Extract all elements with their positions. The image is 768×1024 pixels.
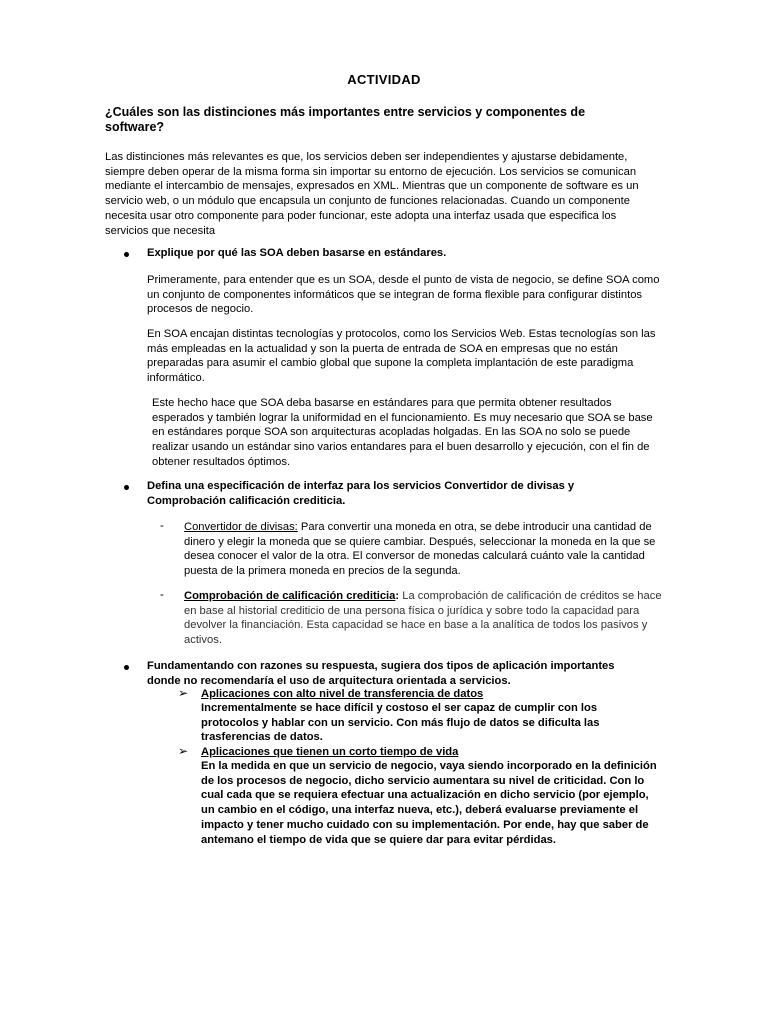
bullet1-heading: Explique por qué las SOA deben basarse en estándares. [147,247,447,259]
credit-check-colon: : [395,590,400,602]
credit-check-text: La comprobación de calificación de créditos se hace en base al historial crediticio de una persona física o jurídica y sobre todo la capacidad para devolver la financiación. Esta capacidad se hace en base a la analítica de todos los pasivos y activos. [184,590,662,647]
credit-check-label: Comprobación de calificación crediticia [184,590,396,602]
bullet1-paragraph-3: Este hecho hace que SOA deba basarse en estándares para que permita obtener resultados esperados y también lograr la uniformidad en el funcionamiento. Es muy necesario que SOA se base en estándares porque SOA son arquitecturas acopladas holgadas. En las SOA no solo se puede realizar usando un estándar sino varios entandares para el buen desarrollo y ejecución, con el fin de obtener resultados óptimos. [152,397,653,468]
sub1-text: Incrementalmente se hace difícil y costoso el ser capaz de cumplir con los protocolos y hablar con un servicio. Con más flujo de datos se dificulta las trasferencias de datos. [201,702,600,744]
sub1-label: Aplicaciones con alto nivel de transferencia de datos [201,688,484,700]
bullet1-paragraph-2: En SOA encajan distintas tecnologías y protocolos, como los Servicios Web. Estas tecnologías son las más empleadas en la actualidad y son la puerta de entrada de SOA en empresas que no están preparadas para asumir el cambio global que supone la completa implantación de este paradigma informático. [147,328,656,385]
currency-converter-text: Para convertir una moneda en otra, se debe introducir una cantidad de dinero y elegir la moneda que se quiere cambiar. Después, seleccionar la moneda en la que se desea conocer el valor de la otra. El conversor de monedas calculará cuánto vale la cantidad puesta de la primera moneda en precios de la segunda. [184,521,656,578]
intro-paragraph: Las distinciones más relevantes es que, los servicios deben ser independientes y ajustarse debidamente, siempre deben operar de la misma forma sin importar su entorno de ejecución. Los servicios se comunican mediante el intercambio de mensajes, expresados en XML. Mientras que un componente de software es un servicio web, o un módulo que encapsula un conjunto de funciones relacionadas. Cuando un componente necesita usar otro componente para poder funcionar, este adopta una interfaz usada que especifica los servicios que necesita [105,151,639,237]
bullet1-paragraph-1: Primeramente, para entender que es un SOA, desde el punto de vista de negocio, se define SOA como un conjunto de componentes informáticos que se integran de forma flexible para configurar distintos procesos de negocio. [147,274,660,316]
arrow-icon: ➢ [178,686,189,700]
list-item-currency-converter [184,520,662,579]
dash-marker: - [160,520,164,532]
list-item-credit-check [184,589,662,648]
sub2-label: Aplicaciones que tienen un corto tiempo de vida [201,746,459,758]
arrow-icon: ➢ [178,744,189,758]
bullet3-heading: Fundamentando con razones su respuesta, sugiera dos tipos de aplicación importantes donde no recomendaría el uso de arquitectura orientada a servicios. [147,660,615,687]
dash-marker: - [160,589,164,601]
document-title: ACTIVIDAD [347,72,421,87]
sub2-text: En la medida en que un servicio de negocio, vaya siendo incorporado en la definición de los procesos de negocio, dicho servicio aumentara su nivel de criticidad. Con lo cual cada que se requiera efectuar una actualización en dicho servicio (por ejemplo, un cambio en el código, una interfaz nueva, etc.), deberá evaluarse previamente el impacto y tener mucho cuidado con su implementación. Por ende, hay que saber de antemano el tiempo de vida que se quiere dar para evitar pérdidas. [201,760,657,846]
bullet-point [124,485,129,490]
bullet-point [124,252,129,257]
main-question: ¿Cuáles son las distinciones más importantes entre servicios y componentes de software? [105,105,586,134]
currency-converter-label: Convertidor de divisas: [184,521,298,533]
bullet-point [124,665,129,670]
bullet2-heading: Defina una especificación de interfaz para los servicios Convertidor de divisas y Comprobación calificación crediticia. [147,480,575,507]
